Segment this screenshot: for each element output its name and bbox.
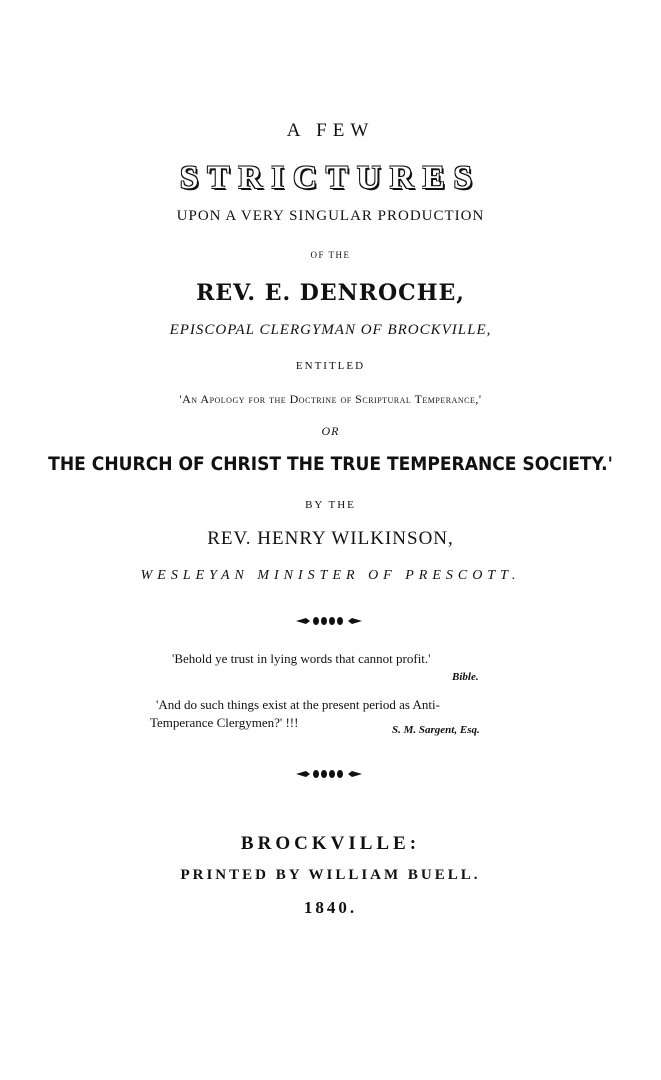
- title-line-or: OR: [321, 424, 340, 438]
- title-line-upon: UPON A VERY SINGULAR PRODUCTION: [176, 208, 485, 224]
- title-line-by-the: BY THE: [305, 499, 356, 511]
- respondent-name: REV. HENRY WILKINSON,: [207, 528, 454, 549]
- epigraph-quote-1: 'Behold ye trust in lying words that cannot profit.': [172, 651, 431, 666]
- respondent-role: WESLEYAN MINISTER OF PRESCOTT.: [140, 568, 521, 583]
- author-name: REV. E. DENROCHE,: [196, 280, 465, 306]
- epigraph-quote-2-line-1: 'And do such things exist at the present period as Anti-: [156, 697, 440, 712]
- title-line-a-few: A FEW: [286, 120, 375, 141]
- work-title: 'An Apology for the Doctrine of Scriptural Temperance,': [179, 392, 482, 406]
- epigraph-quote-2-line-2: Temperance Clergymen?' !!!: [150, 715, 299, 730]
- title-line-of-the: OF THE: [310, 250, 351, 260]
- epigraph-source-1: Bible.: [452, 671, 479, 683]
- epigraph-source-2: S. M. Sargent, Esq.: [392, 724, 480, 736]
- title-line-entitled: ENTITLED: [295, 360, 366, 372]
- work-subtitle: THE CHURCH OF CHRIST THE TRUE TEMPERANCE SOCIETY.': [48, 453, 613, 475]
- imprint-place: BROCKVILLE:: [240, 833, 421, 854]
- ornament-divider-icon: [294, 768, 364, 780]
- author-role: EPISCOPAL CLERGYMAN OF BROCKVILLE,: [169, 322, 492, 338]
- ornament-divider-icon: [294, 615, 364, 627]
- imprint-year: 1840.: [303, 898, 358, 917]
- title-line-strictures: STRICTURES: [180, 160, 481, 196]
- imprint-printer: PRINTED BY WILLIAM BUELL.: [180, 867, 481, 883]
